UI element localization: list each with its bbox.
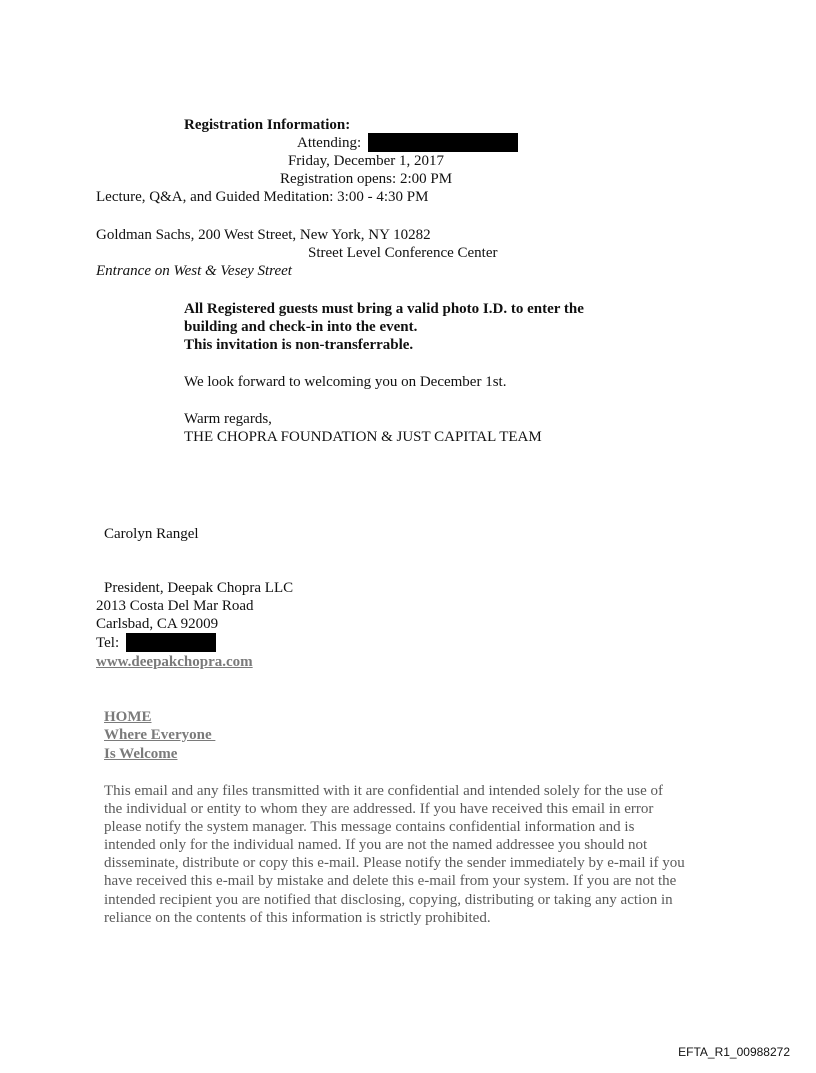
event-program: Lecture, Q&A, and Guided Meditation: 3:00 - 4:30 PM xyxy=(96,189,429,205)
signature-name: Carolyn Rangel xyxy=(104,526,199,542)
notice-line-3: This invitation is non-transferrable. xyxy=(184,337,414,353)
event-date: Friday, December 1, 2017 xyxy=(287,153,445,169)
registration-heading: Registration Information: xyxy=(184,117,351,133)
disclaimer-line: the individual or entity to whom they are addressed. If you have received this email in error xyxy=(104,801,654,818)
venue-entrance: Entrance on West & Vesey Street xyxy=(96,263,292,279)
tel-label: Tel: xyxy=(96,635,120,651)
attending-label: Attending: xyxy=(297,135,362,151)
registration-opens: Registration opens: 2:00 PM xyxy=(279,171,453,187)
disclaimer-line: disseminate, distribute or copy this e-mail. Please notify the sender immediately by e-mail if you xyxy=(104,855,685,872)
disclaimer-line: intended recipient you are notified that disclosing, copying, distributing or taking any action in xyxy=(104,891,673,908)
redaction-bar xyxy=(368,133,518,152)
tagline-home-link[interactable]: HOME xyxy=(104,709,152,725)
signature-address-1: 2013 Costa Del Mar Road xyxy=(96,598,254,614)
signature-title: President, Deepak Chopra LLC xyxy=(104,580,294,596)
disclaimer-line: reliance on the contents of this information is strictly prohibited. xyxy=(104,909,491,926)
venue-name: Street Level Conference Center xyxy=(308,245,498,261)
signature-address-2: Carlsbad, CA 92009 xyxy=(96,616,219,632)
welcome-line: We look forward to welcoming you on December 1st. xyxy=(184,374,507,390)
notice-line-1: All Registered guests must bring a valid photo I.D. to enter the xyxy=(184,301,584,317)
notice-line-2: building and check-in into the event. xyxy=(184,319,418,335)
disclaimer-line: This email and any files transmitted with it are confidential and intended solely for the use of xyxy=(104,783,664,799)
tagline-where-everyone-link[interactable]: Where Everyone xyxy=(104,727,216,743)
disclaimer-line: have received this e-mail by mistake and delete this e-mail from your system. If you are not the xyxy=(104,873,677,890)
disclaimer-line: intended only for the individual named. If you are not the named addressee you should not xyxy=(104,837,648,854)
disclaimer-line: please notify the system manager. This message contains confidential information and is xyxy=(104,819,635,836)
website-link[interactable]: www.deepakchopra.com xyxy=(96,654,253,670)
tagline-welcome-link[interactable]: Is Welcome xyxy=(104,746,178,762)
team-line: THE CHOPRA FOUNDATION & JUST CAPITAL TEAM xyxy=(184,429,542,445)
regards-line: Warm regards, xyxy=(184,411,272,427)
document-id: EFTA_R1_00988272 xyxy=(678,1045,790,1059)
venue-address: Goldman Sachs, 200 West Street, New York, NY 10282 xyxy=(96,227,431,243)
redaction-bar xyxy=(126,633,216,652)
confidentiality-disclaimer xyxy=(104,782,724,927)
